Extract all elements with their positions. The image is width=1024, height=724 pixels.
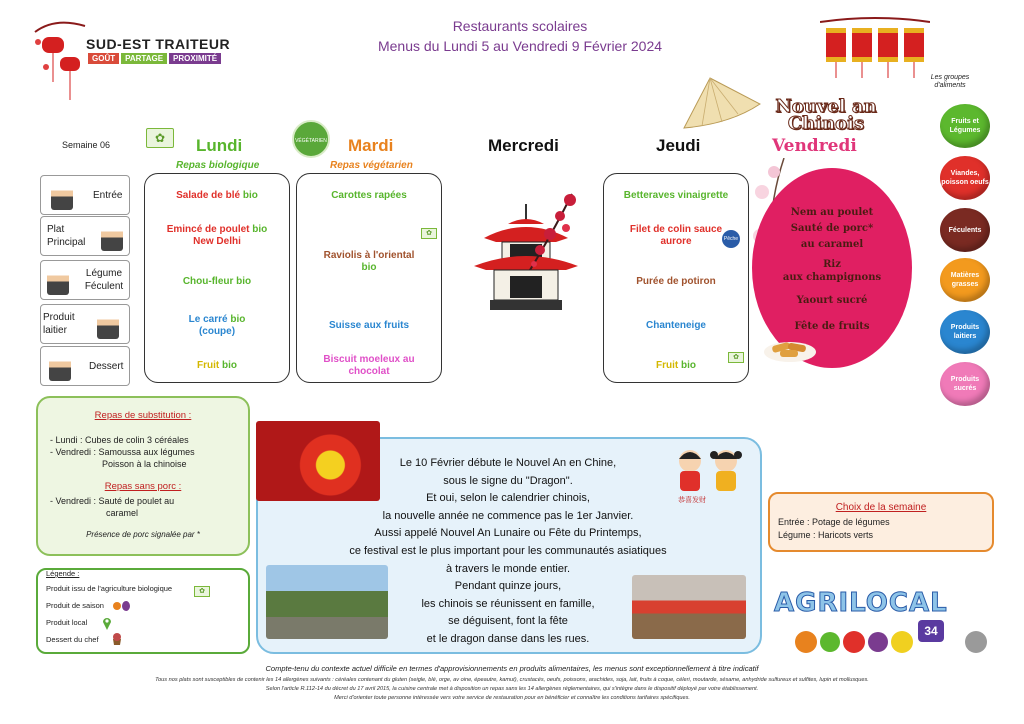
legend-item: [46, 601, 104, 610]
substitution-box: [36, 396, 250, 556]
menu-item-entree: [145, 190, 289, 202]
category-label: Entrée: [93, 190, 123, 201]
porc-note: Présence de porc signalée par *: [86, 530, 200, 539]
chinese-new-year-title: Nouvel an Chinois: [775, 96, 877, 134]
page-title: [330, 16, 710, 56]
menu-item-feculent: Riz: [823, 259, 841, 270]
legend-label: Dessert du chef: [46, 635, 99, 644]
footer-line: Selon l'article R.112-14 du décret du 17 avril 2015, la cuisine centrale met à disposition un repas sans les 14 allergènes réglementaires, qui s'intègre dans le dispositif déployé par votre établissement.: [265, 686, 759, 692]
menu-item-dessert: Biscuit moeleux au chocolat: [323, 354, 415, 377]
brand-tag: PARTAGE: [121, 53, 167, 64]
bio-label: bio: [242, 190, 258, 201]
choix-title: Choix de la semaine: [835, 502, 927, 513]
substitution-line: Poisson à la chinoise: [102, 459, 187, 469]
choix-de-la-semaine-box: [768, 492, 994, 552]
brand-tag: GOÛT: [88, 53, 119, 64]
info-line: Aussi appelé Nouvel An Lunaire ou Fête du Printemps,: [374, 527, 642, 540]
sans-porc-title: Repas sans porc :: [104, 481, 182, 492]
info-line: les chinois se réunissent en famille,: [421, 597, 595, 610]
dish-name-suffix: (coupe): [198, 326, 236, 337]
category-entree: [40, 175, 130, 215]
menu-column-jeudi: [603, 173, 749, 383]
info-line: Et oui, selon le calendrier chinois,: [426, 492, 590, 505]
menu-item-plat: [297, 250, 441, 274]
menu-item-entree: Nem au poulet: [790, 207, 874, 218]
chef-icon: [51, 180, 73, 210]
chef-icon: [47, 265, 69, 295]
bio-label: bio: [230, 314, 246, 325]
dish-name: Fruit: [197, 360, 222, 371]
menu-item-laitier: Suisse aux fruits: [328, 320, 410, 331]
choix-line: Entrée : Potage de légumes: [778, 517, 890, 527]
nems-plate-icon: [762, 332, 818, 364]
sans-porc-line: - Vendredi : Sauté de poulet au: [50, 496, 175, 506]
bio-label: bio: [361, 262, 377, 273]
menu-item-laitier: [145, 314, 289, 338]
substitution-line: - Vendredi : Samoussa aux légumes: [50, 447, 195, 457]
brand-tag: PROXIMITÉ: [169, 53, 221, 64]
dish-name: Salade de blé: [176, 190, 243, 201]
brand-name: SUD-EST TRAITEUR: [86, 36, 231, 52]
vegetable-characters-illustration: [792, 624, 992, 656]
conical-hat-icon: [680, 74, 762, 132]
day-subtitle-lundi: Repas biologique: [176, 160, 260, 171]
legend-box: [36, 568, 250, 654]
day-subtitle-mardi: Repas végétarien: [330, 160, 413, 171]
day-name-vendredi: Vendredi: [772, 136, 857, 156]
substitution-title: Repas de substitution :: [94, 410, 192, 421]
menu-item-plat: Filet de colin sauce aurore: [629, 224, 723, 247]
category-label: Légume Féculent: [84, 268, 124, 292]
legend-label: Produit local: [46, 618, 88, 627]
food-group-feculents: Féculents: [940, 208, 990, 252]
choix-line: Légume : Haricots verts: [778, 530, 874, 540]
info-line: Pendant quinze jours,: [454, 580, 562, 593]
food-group-produits-sucres: Produits sucrés: [940, 362, 990, 406]
day-name-mercredi: Mercredi: [488, 136, 559, 155]
category-legume-feculent: [40, 260, 130, 300]
bio-label: bio: [252, 224, 268, 235]
chef-icon: [49, 351, 71, 381]
bio-leaf-icon: ✿: [421, 228, 437, 239]
greeting-caption: 恭喜发财: [678, 496, 706, 504]
footer-line: Tous nos plats sont susceptibles de contenir les 14 allergènes suivants : céréales contenant du gluten (seigle, blé, orge, av oine, épeautre, kamut), crustacés, oeufs, poissons, arachides, soja, lait, fruits à coque, céleri, moutarde, sésame, anhydride sulfureux et sulfites, lupin et mollusques.: [155, 677, 869, 683]
day-name-lundi: Lundi: [196, 136, 243, 155]
footer-allergens: [60, 676, 964, 703]
agrilocal-text: AGRILOCAL: [774, 588, 948, 618]
chef-icon: [97, 309, 119, 339]
food-group-viandes: Viandes, poisson oeufs: [940, 156, 990, 200]
info-line: et le dragon danse dans les rues.: [426, 632, 590, 645]
menu-item-dessert: [145, 360, 289, 372]
category-label: Produit laitier: [43, 312, 75, 336]
day-name-mardi: Mardi: [348, 136, 394, 155]
dish-name: Le carré: [188, 314, 231, 325]
info-line: sous le signe du "Dragon".: [443, 474, 573, 487]
menu-item-plat-suffix: au caramel: [800, 239, 864, 250]
menu-item-dessert: Fête de fruits: [794, 321, 870, 332]
menu-item-entree: Betteraves vinaigrette: [623, 190, 729, 201]
cupcake-icon: [110, 632, 124, 646]
dish-name: Emincé de poulet: [166, 224, 253, 235]
bio-leaf-icon: ✿: [728, 352, 744, 363]
menu-item-legume: Purée de potiron: [636, 276, 716, 287]
great-wall-photo: [266, 565, 388, 639]
menu-column-mardi: [296, 173, 442, 383]
legend-item: [46, 618, 87, 627]
chef-icon: [101, 221, 123, 251]
agrilocal-logo: [772, 580, 992, 656]
vegetarian-badge-icon: VÉGÉTARIEN: [292, 120, 330, 158]
subtitle-line: Menus du Lundi 5 au Vendredi 9 Février 2024: [377, 38, 663, 54]
category-produit-laitier: [40, 304, 130, 344]
legend-title: Légende :: [46, 569, 80, 578]
category-label: Plat Principal: [47, 224, 86, 248]
food-group-fruits-legumes: Fruits et Légumes: [940, 104, 990, 148]
lanterns-decoration-right: [820, 14, 930, 84]
chinese-children-illustration: [668, 447, 752, 493]
bio-label: bio: [236, 276, 252, 287]
peche-label-icon: Pêche: [722, 230, 740, 248]
vegetables-season-icon: [112, 600, 132, 612]
menu-item-plat: [145, 224, 289, 248]
chinese-lantern-decoration-left: [30, 12, 90, 107]
footer-line: Merci d'orienter toute personne intéressée vers votre service de restauration pour en bénéficier et connaître les conditions tarifaires spécifiques.: [334, 695, 690, 701]
food-groups-title: Les groupes d'aliments: [930, 74, 970, 89]
menu-item-entree: Carottes rapées: [331, 190, 407, 201]
menu-item-laitier: Chanteneige: [645, 320, 706, 331]
week-label: Semaine 06: [62, 140, 111, 150]
legend-item: [46, 584, 172, 593]
agrilocal-department-number: 34: [918, 620, 944, 642]
menu-item-laitier: Yaourt sucré: [796, 295, 868, 306]
food-group-produits-laitiers: Produits laitiers: [940, 310, 990, 354]
info-line: à travers le monde entier.: [445, 562, 571, 575]
bio-label: bio: [222, 360, 237, 371]
title-line: Restaurants scolaires: [452, 18, 588, 34]
info-line: se déguisent, font la fête: [448, 615, 568, 628]
dish-name-suffix: New Delhi: [193, 236, 241, 247]
dragon-dance-photo: [632, 575, 746, 639]
menu-column-lundi: [144, 173, 290, 383]
category-label: Dessert: [89, 361, 124, 372]
info-line: ce festival est le plus important pour les communautés asiatiques: [349, 544, 667, 557]
category-dessert: [40, 346, 130, 386]
info-line: la nouvelle année ne commence pas le 1er Janvier.: [382, 509, 634, 522]
bio-label: bio: [681, 360, 696, 371]
dish-name: Chou-fleur: [182, 276, 237, 287]
day-name-jeudi: Jeudi: [656, 136, 701, 155]
footer-notice: Compte-tenu du contexte actuel difficile en termes d'approvisionnements en produits alimentaires, les menus sont exceptionnellement à titre indicatif: [265, 664, 759, 673]
info-text: [338, 455, 678, 649]
dish-name: Raviolis à l'oriental: [323, 250, 415, 261]
chinese-new-year-info-box: [256, 437, 762, 654]
legend-item: [46, 635, 99, 644]
menu-item-plat: Sauté de porc*: [790, 223, 874, 234]
substitution-line: - Lundi : Cubes de colin 3 céréales: [50, 435, 189, 445]
menu-item-feculent-suffix: aux champignons: [782, 272, 882, 283]
map-pin-icon: [102, 616, 112, 630]
cherry-blossom-branch-icon: [522, 184, 588, 274]
legend-label: Produit issu de l'agriculture biologique: [46, 584, 173, 593]
brand-tags: [88, 53, 221, 64]
dragon-costume-photo: [256, 421, 380, 501]
menu-item-legume: [145, 276, 289, 288]
food-group-matieres-grasses: Matières grasses: [940, 258, 990, 302]
category-plat-principal: [40, 216, 130, 256]
bio-leaf-icon: ✿: [194, 586, 210, 597]
sans-porc-line: caramel: [106, 508, 139, 518]
dish-name: Fruit: [656, 360, 681, 371]
bio-leaf-icon: ✿: [146, 128, 174, 148]
legend-label: Produit de saison: [46, 601, 104, 610]
menu-item-dessert: [604, 360, 748, 372]
info-line: Le 10 Février débute le Nouvel An en Chine,: [399, 457, 617, 469]
